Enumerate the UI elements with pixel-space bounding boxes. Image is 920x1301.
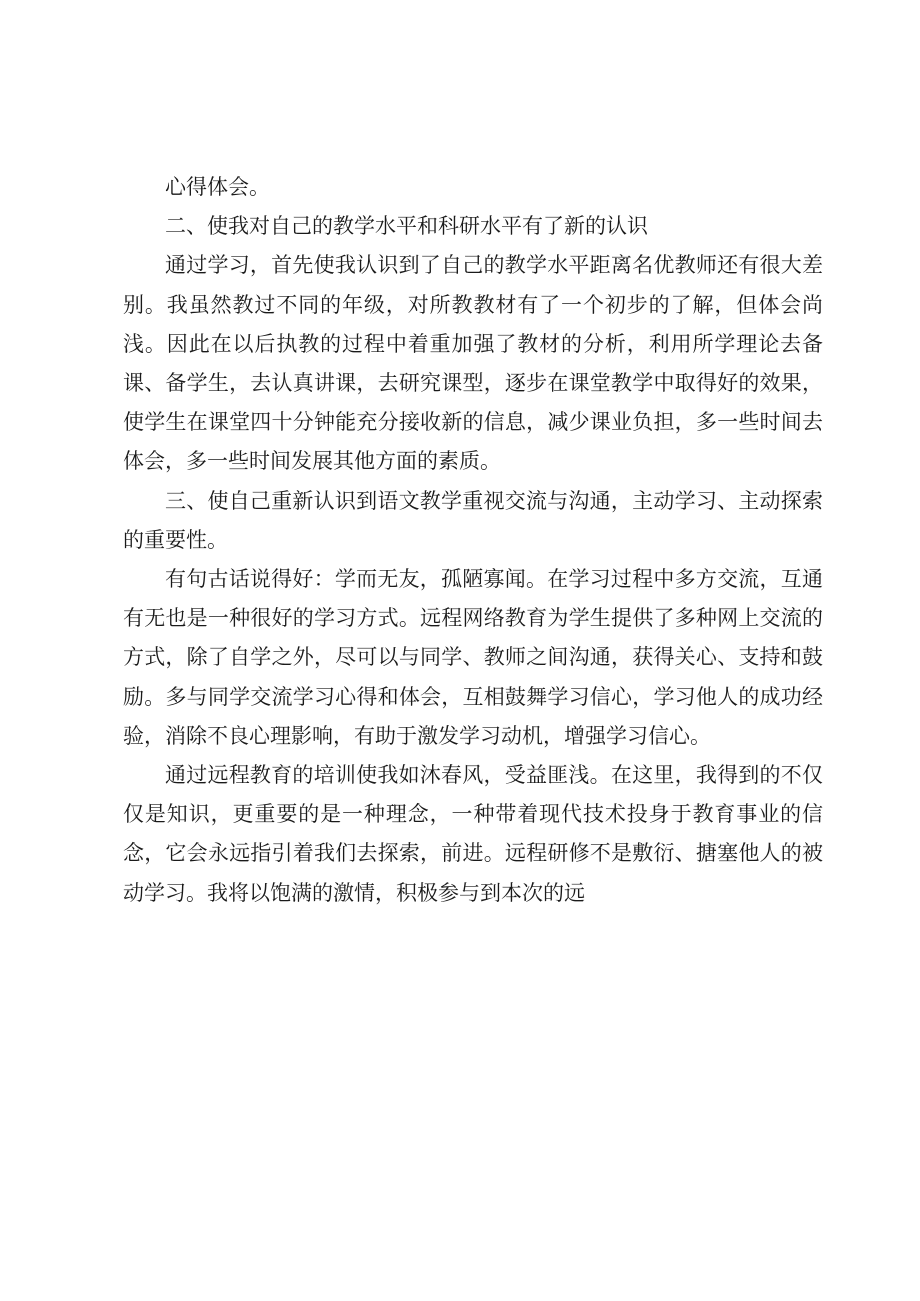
section-heading-two: 二、使我对自己的教学水平和科研水平有了新的认识: [165, 214, 648, 239]
document-body: [123, 168, 823, 913]
paragraph: 通过远程教育的培训使我如沐春风，受益匪浅。在这里，我得到的不仅仅是知识，更重要的是一种理念，一种带着现代技术投身于教育事业的信念，它会永远指引着我们去探索，前进。远程研修不是敷衍、搪塞他人的被动学习。我将以饱满的激情，积极参与到本次的远: [123, 763, 823, 905]
section-heading-three: 三、使自己重新认识到语文教学重视交流与沟通，主动学习、主动探索的重要性。: [123, 488, 823, 552]
paragraph: 有句古话说得好：学而无友，孤陋寡闻。在学习过程中多方交流，互通有无也是一种很好的学习方式。远程网络教育为学生提供了多种网上交流的方式，除了自学之外，尽可以与同学、教师之间沟通，获得关心、支持和鼓励。多与同学交流学习心得和体会，互相鼓舞学习信心，学习他人的成功经验，消除不良心理影响，有助于激发学习动机，增强学习信心。: [123, 567, 823, 748]
paragraph-continuation: 心得体会。: [165, 175, 270, 199]
paragraph: 通过学习，首先使我认识到了自己的教学水平距离名优教师还有很大差别。我虽然教过不同的年级，对所教教材有了一个初步的了解，但体会尚浅。因此在以后执教的过程中着重加强了教材的分析，利用所学理论去备课、备学生，去认真讲课，去研究课型，逐步在课堂教学中取得好的效果，使学生在课堂四十分钟能充分接收新的信息，减少课业负担，多一些时间去体会，多一些时间发展其他方面的素质。: [123, 253, 823, 474]
